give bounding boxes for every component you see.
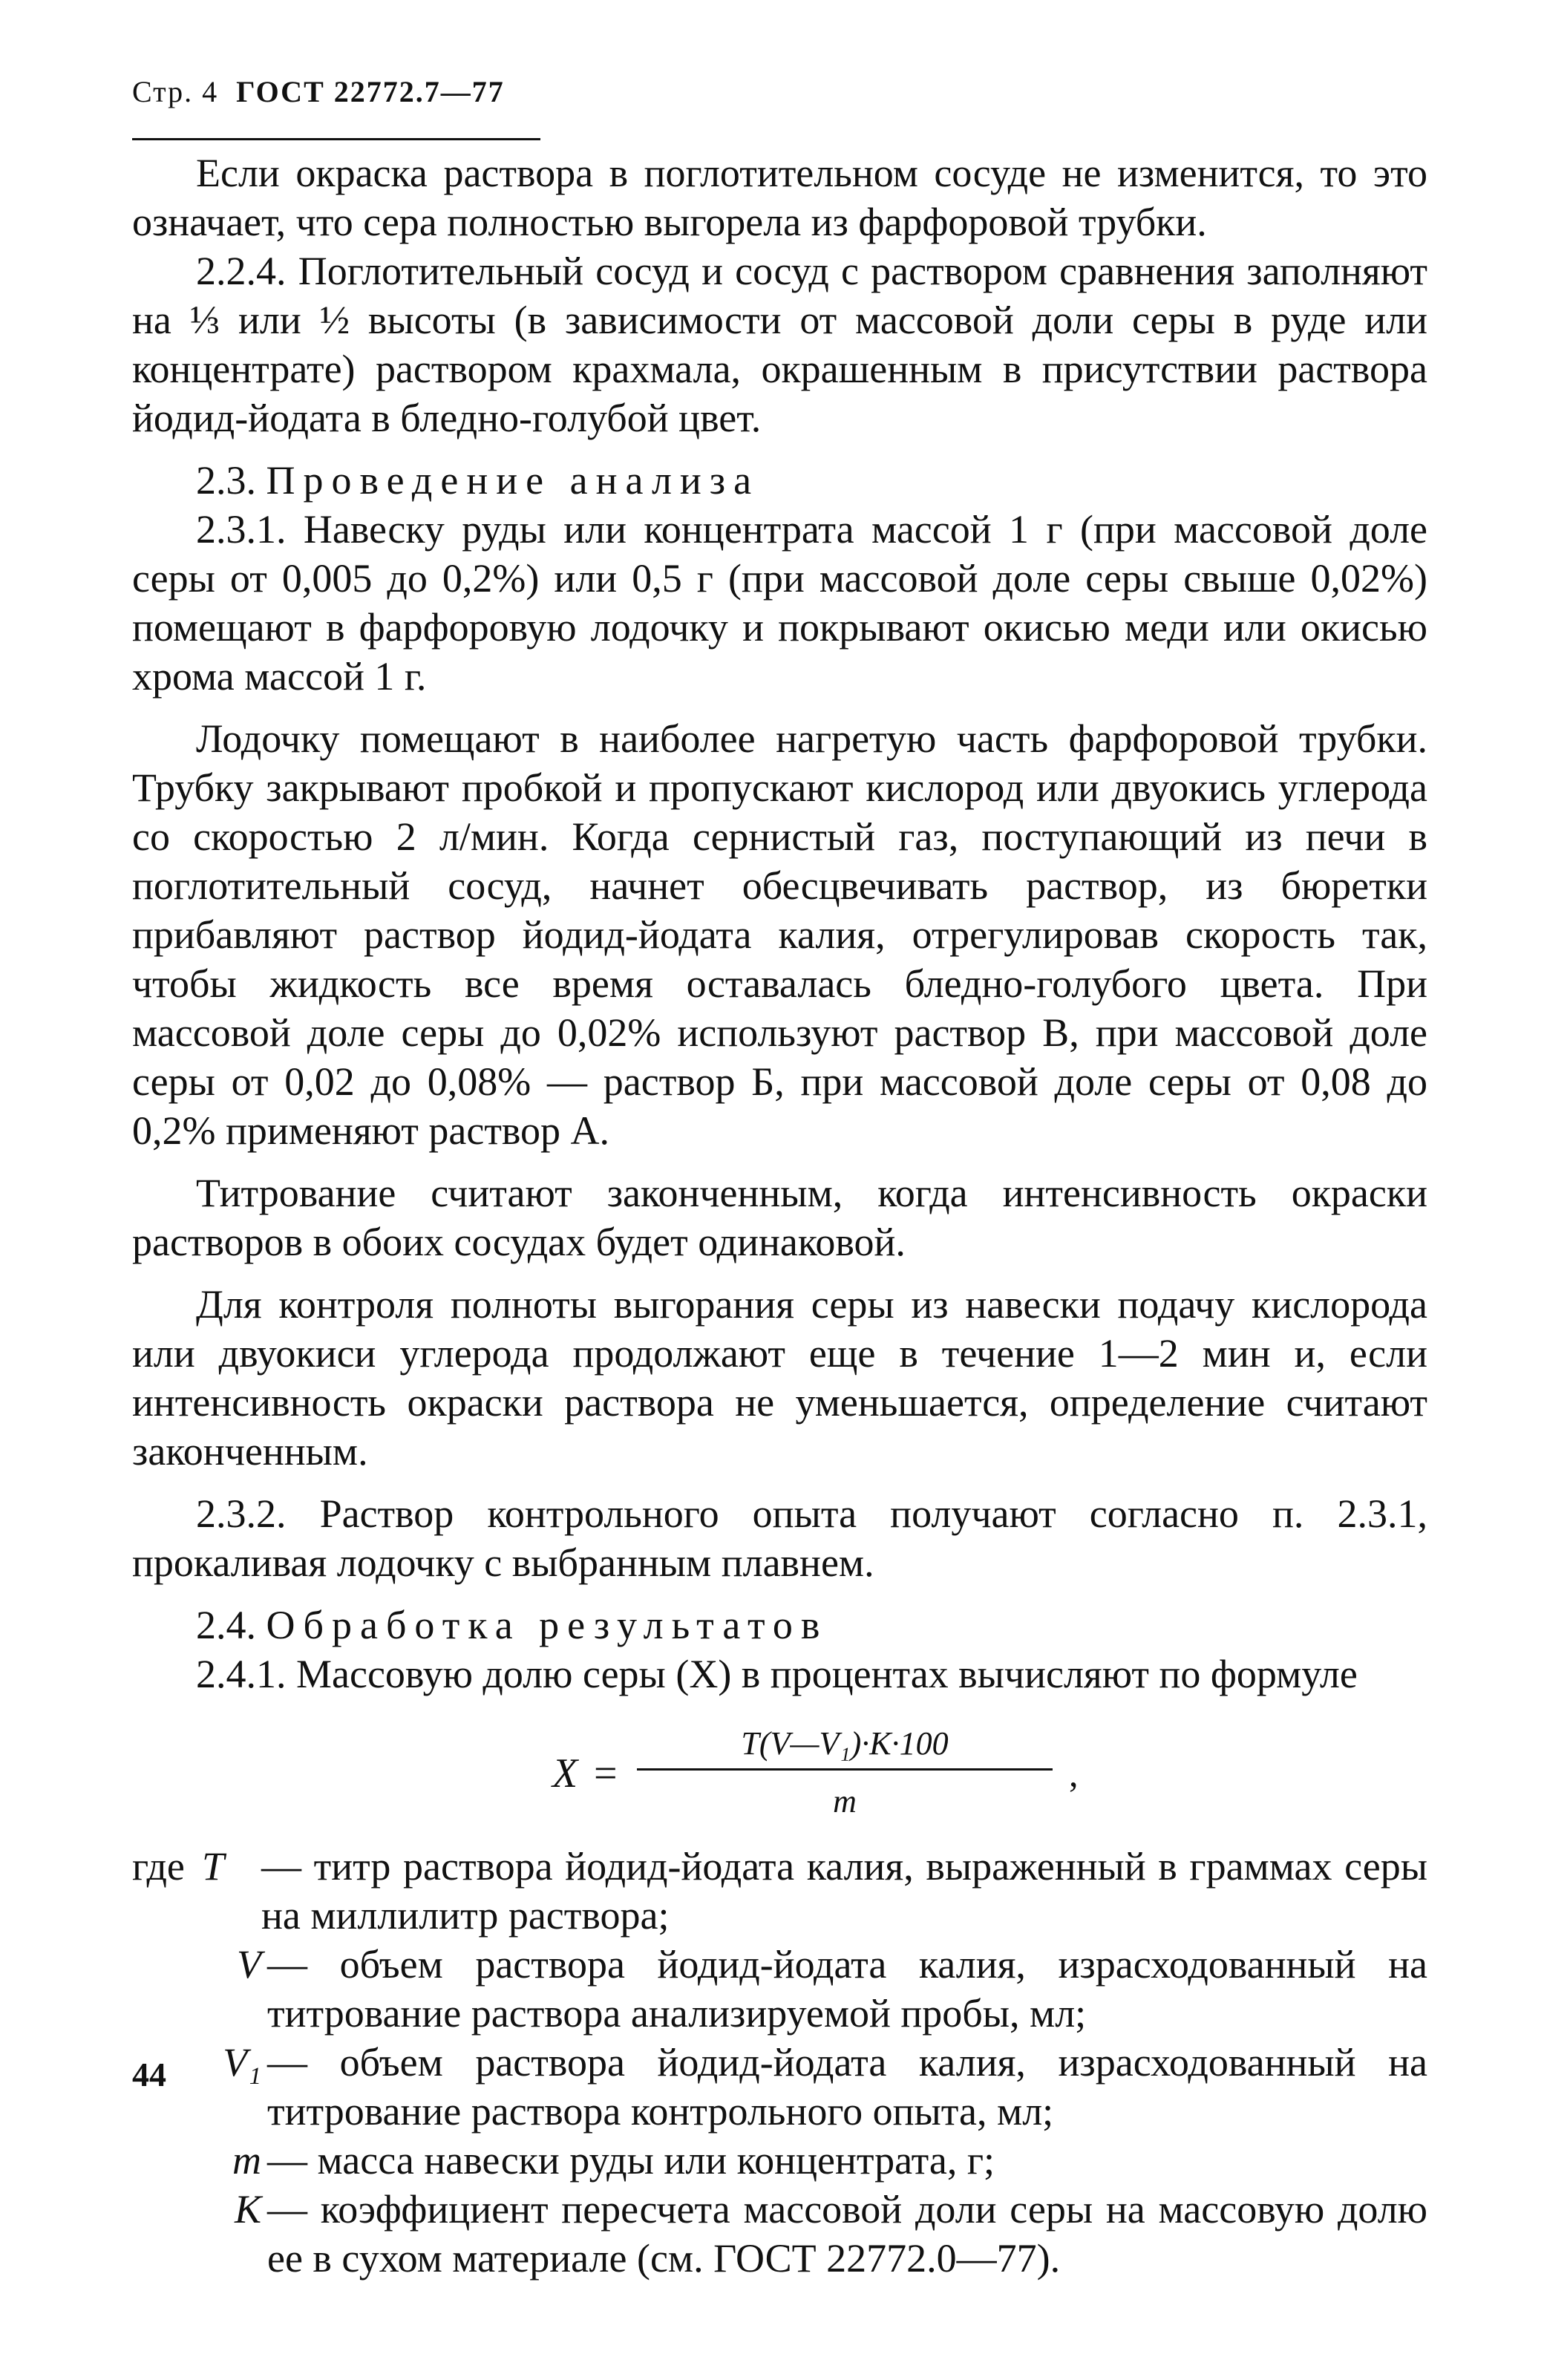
definition-text: — объем раствора йодид-йодата калия, израсходованный на титрование раствора анализируемой пробы, мл;	[267, 1942, 1427, 2036]
formula-comma: ,	[1069, 1753, 1079, 1794]
definition-row	[132, 2136, 1427, 2185]
paragraph: 2.3.2. Раствор контрольного опыта получают согласно п. 2.3.1, прокаливая лодочку с выбранным плавнем.	[132, 1491, 1427, 1585]
formula-numerator: T(V—V₁)·K·100	[741, 1725, 949, 1762]
paragraph: 2.2.4. Поглотительный сосуд и сосуд с раствором сравнения заполняют на ⅓ или ½ высоты (в зависимости от массовой доли серы в руде или концентрате) раствором крахмала, окрашенным в присутствии раствора йодид-йодата в бледно-голубой цвет.	[132, 249, 1427, 440]
definition-row	[132, 2038, 1427, 2136]
formula-denominator: m	[833, 1783, 857, 1820]
definition-row	[132, 1842, 1427, 1940]
paragraph: 2.3.1. Навеску руды или концентрата массой 1 г (при массовой доле серы от 0,005 до 0,2%) или 0,5 г (при массовой доле серы свыше 0,02%) помещают в фарфоровую лодочку и покрывают окисью меди или окисью хрома массой 1 г.	[132, 507, 1427, 699]
formula-lhs: X	[552, 1750, 578, 1797]
paragraph: Для контроля полноты выгорания серы из навески подачу кислорода или двуокиси углерода продолжают еще в течение 1—2 мин и, если интенсивность окраски раствора не уменьшается, определение считают законченным.	[132, 1282, 1427, 1474]
standard-number: ГОСТ 22772.7—77	[236, 75, 505, 108]
document-body	[132, 148, 1427, 2283]
paragraph: Если окраска раствора в поглотительном сосуде не изменится, то это означает, что сера полностью выгорела из фарфоровой трубки.	[132, 151, 1427, 244]
formula	[132, 1706, 1427, 1836]
section-heading	[132, 1601, 1427, 1650]
section-heading	[132, 456, 1427, 505]
definition-symbol: m	[232, 2138, 261, 2183]
definition-symbol: K	[234, 2187, 261, 2232]
paragraph: Лодочку помещают в наиболее нагретую часть фарфоровой трубки. Трубку закрывают пробкой и пропускают кислород или двуокись углерода со скоростью 2 л/мин. Когда сернистый газ, поступающий из печи в поглотительный сосуд, начнет обесцвечивать раствор, из бюретки прибавляют раствор йодид-йодата калия, отрегулировав скорость так, чтобы жидкость все время оставалась бледно-голубого цвета. При массовой доле серы до 0,02% используют раствор В, при массовой доле серы от 0,02 до 0,08% — раствор Б, при массовой доле серы от 0,08 до 0,2% применяют раствор А.	[132, 716, 1427, 1153]
definition-text: — титр раствора йодид-йодата калия, выраженный в граммах серы на миллилитр раствора;	[261, 1844, 1427, 1938]
paragraph: 2.4.1. Массовую долю серы (X) в процентах вычисляют по формуле	[196, 1652, 1358, 1696]
definition-row	[132, 1940, 1427, 2038]
page-number: 44	[132, 2056, 166, 2093]
section-title: Проведение анализа	[266, 458, 760, 503]
formula-equals: =	[594, 1750, 618, 1797]
definition-lead: где	[132, 1844, 185, 1889]
section-number: 2.3.	[196, 458, 256, 503]
fraction-bar	[637, 1768, 1053, 1771]
definition-symbol: T	[202, 1844, 225, 1889]
header-rule	[132, 138, 540, 140]
running-header	[132, 74, 505, 109]
definition-row	[132, 2185, 1427, 2283]
variable-definitions	[132, 1842, 1427, 2283]
definition-text: — коэффициент пересчета массовой доли серы на массовую долю ее в сухом материале (см. ГОСТ 22772.0—77).	[267, 2187, 1427, 2281]
paragraph: Титрование считают законченным, когда интенсивность окраски растворов в обоих сосудах будет одинаковой.	[132, 1171, 1427, 1264]
definition-symbol: V₁	[223, 2040, 261, 2085]
definition-symbol: V	[237, 1942, 261, 1987]
page-label: Стр. 4	[132, 75, 219, 108]
definition-text: — объем раствора йодид-йодата калия, израсходованный на титрование раствора контрольного опыта, мл;	[267, 2040, 1427, 2134]
definition-text: — масса навески руды или концентрата, г;	[267, 2138, 995, 2183]
section-number: 2.4.	[196, 1603, 256, 1647]
section-title: Обработка результатов	[266, 1603, 828, 1647]
